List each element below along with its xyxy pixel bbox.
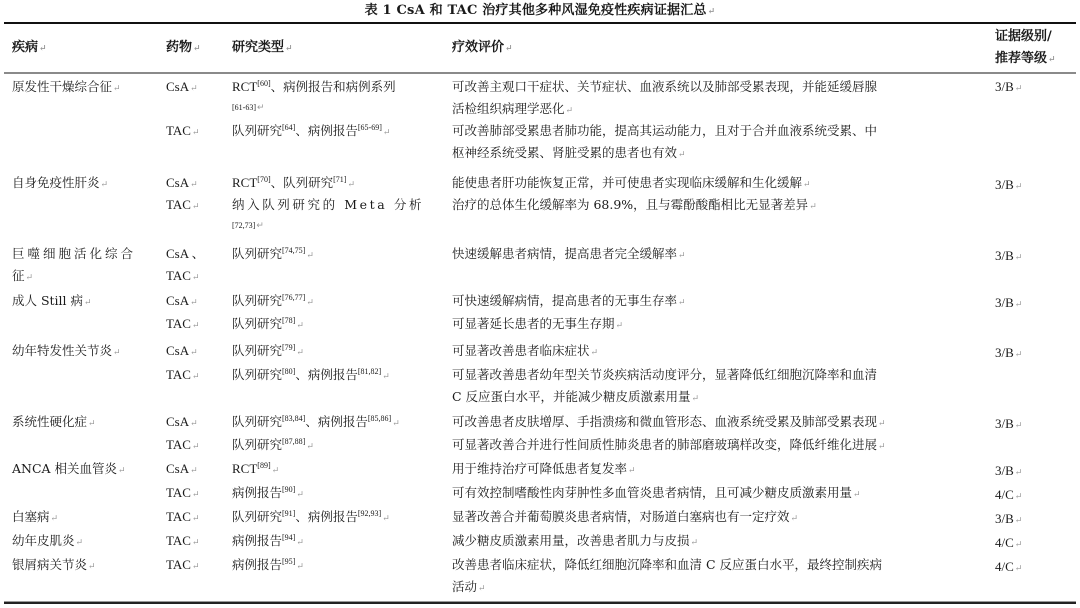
grade-cell: 3/B↵ xyxy=(995,248,1023,263)
disease-cell: 自身免疫性肝炎↵ xyxy=(12,175,109,190)
table-caption: 表 1 CsA 和 TAC 治疗其他多种风湿免疫性疾病证据汇总↵ xyxy=(364,3,716,18)
study-type-cell: RCT[70]、队列研究[71]↵ xyxy=(232,175,356,190)
study-type-refs: [72,73]↵ xyxy=(232,220,264,230)
grade-cell: 4/C↵ xyxy=(995,535,1023,550)
drug-cell: CsA↵ xyxy=(166,461,198,476)
grade-cell: 3/B↵ xyxy=(995,295,1023,310)
header-evidence-level: 证据级别/ xyxy=(995,29,1052,44)
efficacy-cell-cont: 活动↵ xyxy=(452,579,486,594)
disease-cell: 银屑病关节炎↵ xyxy=(12,557,96,572)
efficacy-cell: 快速缓解患者病情，提高患者完全缓解率↵ xyxy=(452,246,686,261)
drug-cell: CsA 、 xyxy=(166,246,205,261)
study-type-cell: 病例报告[95]↵ xyxy=(232,557,304,572)
drug-cell: CsA↵ xyxy=(166,79,198,94)
drug-cell: TAC↵ xyxy=(166,367,200,382)
grade-cell: 3/B↵ xyxy=(995,79,1023,94)
header-bottom-rule xyxy=(4,72,1076,74)
efficacy-cell: 可快速缓解病情，提高患者的无事生存率↵ xyxy=(452,293,686,308)
efficacy-cell-cont: C 反应蛋白水平，并能减少糖皮质激素用量↵ xyxy=(452,389,700,404)
efficacy-cell: 用于维持治疗可降低患者复发率↵ xyxy=(452,461,636,476)
header-drug: 药物↵ xyxy=(166,40,201,55)
efficacy-cell: 显著改善合并葡萄膜炎患者病情，对肠道白塞病也有一定疗效↵ xyxy=(452,509,799,524)
disease-cell: 巨噬细胞活化综合 xyxy=(12,246,137,261)
efficacy-cell: 可显著改善患者幼年型关节炎疾病活动度评分，显著降低红细胞沉降率和血清 xyxy=(452,367,878,382)
disease-cell: 原发性干燥综合征↵ xyxy=(12,79,121,94)
drug-cell: TAC↵ xyxy=(166,123,200,138)
drug-cell: CsA↵ xyxy=(166,175,198,190)
study-type-cell: 队列研究[91]、病例报告[92,93]↵ xyxy=(232,509,390,524)
grade-cell: 3/B↵ xyxy=(995,463,1023,478)
drug-cell: TAC↵ xyxy=(166,316,200,331)
grade-cell: 4/C↵ xyxy=(995,487,1023,502)
efficacy-cell: 可改善患者皮肤增厚、手指溃疡和微血管形态、血液系统受累及肺部受累表现↵ xyxy=(452,414,886,429)
efficacy-cell-cont: 活检组织病理学恶化↵ xyxy=(452,101,574,116)
table-bottom-rule xyxy=(4,601,1076,604)
drug-cell: CsA↵ xyxy=(166,293,198,308)
drug-cell: CsA↵ xyxy=(166,414,198,429)
drug-cell: TAC↵ xyxy=(166,533,200,548)
efficacy-cell: 可显著延长患者的无事生存期↵ xyxy=(452,316,624,331)
drug-cell-cont: TAC↵ xyxy=(166,268,200,283)
grade-cell: 4/C↵ xyxy=(995,559,1023,574)
study-type-cell: RCT[89]↵ xyxy=(232,461,280,476)
header-study-type: 研究类型↵ xyxy=(232,40,293,55)
study-type-cell: 队列研究[78]↵ xyxy=(232,316,304,331)
drug-cell: TAC↵ xyxy=(166,485,200,500)
study-type-cell: RCT[60]、病例报告和病例系列 xyxy=(232,79,396,94)
efficacy-cell: 能使患者肝功能恢复正常，并可使患者实现临床缓解和生化缓解↵ xyxy=(452,175,811,190)
header-disease: 疾病↵ xyxy=(12,40,47,55)
efficacy-cell: 减少糖皮质激素用量，改善患者肌力与皮损↵ xyxy=(452,533,699,548)
grade-cell: 3/B↵ xyxy=(995,345,1023,360)
drug-cell: TAC↵ xyxy=(166,437,200,452)
header-recommendation-grade: 推荐等级↵ xyxy=(995,51,1056,66)
study-type-cell: 队列研究[64]、病例报告[65-69]↵ xyxy=(232,123,391,138)
table-top-rule xyxy=(4,22,1076,24)
grade-cell: 3/B↵ xyxy=(995,416,1023,431)
disease-cell-cont: 征↵ xyxy=(12,268,34,283)
study-type-cell: 队列研究[79]↵ xyxy=(232,343,304,358)
study-type-refs: [61-63]↵ xyxy=(232,102,265,112)
study-type-cell: 队列研究[74,75]↵ xyxy=(232,246,314,261)
study-type-cell: 队列研究[83,84]、病例报告[85,86]↵ xyxy=(232,414,400,429)
disease-cell: 白塞病↵ xyxy=(12,509,59,524)
drug-cell: CsA↵ xyxy=(166,343,198,358)
efficacy-cell: 治疗的总体生化缓解率为 68.9%，且与霉酚酸酯相比无显著差异↵ xyxy=(452,197,817,212)
study-type-cell: 队列研究[80]、病例报告[81,82]↵ xyxy=(232,367,390,382)
drug-cell: TAC↵ xyxy=(166,509,200,524)
drug-cell: TAC↵ xyxy=(166,557,200,572)
study-type-cell: 纳入队列研究的 Meta 分析 xyxy=(232,197,425,212)
study-type-cell: 队列研究[87,88]↵ xyxy=(232,437,314,452)
drug-cell: TAC↵ xyxy=(166,197,200,212)
efficacy-cell: 可改善主观口干症状、关节症状、血液系统以及肺部受累表现，并能延缓唇腺 xyxy=(452,79,878,94)
efficacy-cell: 改善患者临床症状，降低红细胞沉降率和血清 C 反应蛋白水平，最终控制疾病 xyxy=(452,557,883,572)
grade-cell: 3/B↵ xyxy=(995,177,1023,192)
disease-cell: ANCA 相关血管炎↵ xyxy=(12,461,126,476)
efficacy-cell: 可有效控制嗜酸性肉芽肿性多血管炎患者病情，且可减少糖皮质激素用量↵ xyxy=(452,485,861,500)
header-efficacy: 疗效评价↵ xyxy=(452,40,513,55)
disease-cell: 成人 Still 病↵ xyxy=(12,293,92,308)
study-type-cell: 病例报告[94]↵ xyxy=(232,533,304,548)
efficacy-cell: 可改善肺部受累患者肺功能，提高其运动能力，且对于合并血液系统受累、中 xyxy=(452,123,878,138)
efficacy-cell-cont: 枢神经系统受累、肾脏受累的患者也有效↵ xyxy=(452,145,686,160)
disease-cell: 幼年特发性关节炎↵ xyxy=(12,343,121,358)
disease-cell: 系统性硬化症↵ xyxy=(12,414,96,429)
grade-cell: 3/B↵ xyxy=(995,511,1023,526)
study-type-cell: 队列研究[76,77]↵ xyxy=(232,293,314,308)
disease-cell: 幼年皮肌炎↵ xyxy=(12,533,84,548)
efficacy-cell: 可显著改善患者临床症状↵ xyxy=(452,343,599,358)
efficacy-cell: 可显著改善合并进行性间质性肺炎患者的肺部磨玻璃样改变，降低纤维化进展↵ xyxy=(452,437,886,452)
study-type-cell: 病例报告[90]↵ xyxy=(232,485,304,500)
